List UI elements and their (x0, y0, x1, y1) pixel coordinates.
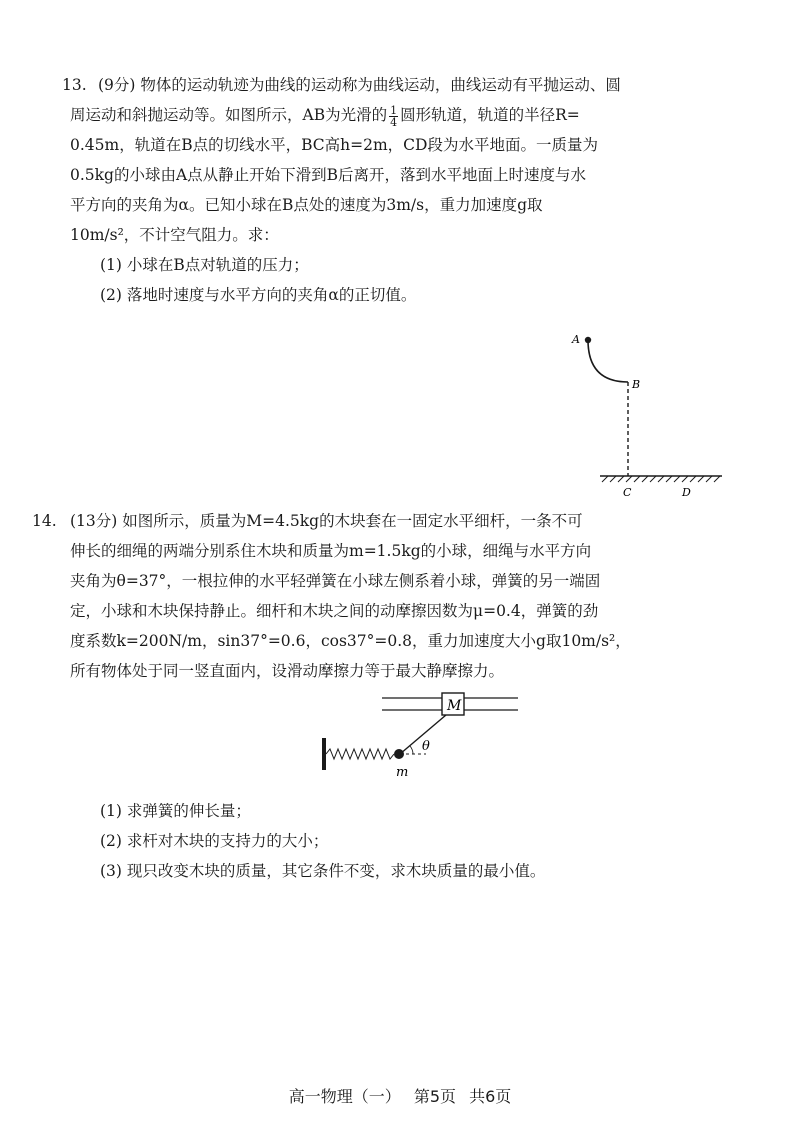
question-14 (32, 506, 730, 686)
q14-line-6: 所有物体处于同一竖直面内，设滑动摩擦力等于最大静摩擦力。 (70, 662, 505, 680)
quarter-circle-track (588, 340, 628, 382)
footer-total: 共6页 (469, 1087, 512, 1106)
q14-line-1: 14. (13分) 如图所示，质量为M=4.5kg的木块套在一固定水平细杆，一条不可 (70, 506, 730, 536)
spring-block-diagram (318, 686, 528, 782)
ground-hatch (602, 476, 720, 482)
q13-line-5: 平方向的夹角为α。已知小球在B点处的速度为3m/s，重力加速度g取 (70, 196, 543, 214)
q13-line-1: 13. (9分) 物体的运动轨迹为曲线的运动称为曲线运动，曲线运动有平抛运动、圆 (70, 70, 730, 100)
q14-sub-2: (2) 求杆对木块的支持力的大小； (100, 832, 329, 850)
question-number: 13. (62, 76, 87, 94)
question-14-parts (70, 796, 730, 886)
q13-sub-1: (1) 小球在B点对轨道的压力； (100, 256, 309, 274)
q13-line-6: 10m/s²，不计空气阻力。求： (70, 226, 279, 244)
q14-line-3: 夹角为θ=37°，一根拉伸的水平轻弹簧在小球左侧系着小球，弹簧的另一端固 (70, 572, 601, 590)
label-a: A (572, 333, 580, 346)
q13-line-2: 周运动和斜抛运动等。如图所示，AB为光滑的 $\frac{1}{4}$ 圆形轨道，轨道的半径R= (70, 103, 580, 129)
question-13 (62, 70, 730, 310)
fraction-one-quarter: $\frac{1}{4}$ (390, 103, 398, 129)
ball-m-small (394, 749, 404, 759)
q14-sub-3: (3) 现只改变木块的质量，其它条件不变，求木块质量的最小值。 (100, 862, 546, 880)
q13-sub-2: (2) 落地时速度与水平方向的夹角α的正切值。 (100, 286, 417, 304)
block-label: M (447, 698, 462, 714)
q13-line-4: 0.5kg的小球由A点从静止开始下滑到B后离开，落到水平地面上时速度与水 (70, 166, 587, 184)
question-number: 14. (32, 512, 57, 530)
q14-line-2: 伸长的细绳的两端分别系住木块和质量为m=1.5kg的小球，细绳与水平方向 (70, 542, 592, 560)
footer-subject: 高一物理（一） (288, 1087, 401, 1106)
q13-line-3: 0.45m，轨道在B点的切线水平，BC高h=2m，CD段为水平地面。一质量为 (70, 136, 598, 154)
angle-label: θ (422, 739, 430, 754)
track-diagram (570, 330, 730, 500)
spring-wall (322, 738, 326, 770)
spring-coil (326, 749, 394, 759)
q14-line-4: 定，小球和木块保持静止。细杆和木块之间的动摩擦因数为μ=0.4，弹簧的劲 (70, 602, 599, 620)
label-d: D (682, 486, 691, 499)
angle-arc (410, 746, 413, 754)
footer-page: 第5页 (413, 1087, 456, 1106)
label-b: B (632, 378, 641, 391)
ball-at-a (585, 337, 591, 343)
q14-sub-1: (1) 求弹簧的伸长量； (100, 802, 251, 820)
page-footer (0, 1084, 800, 1107)
q14-line-5: 度系数k=200N/m，sin37°=0.6，cos37°=0.8，重力加速度大小g取10m/s²， (70, 632, 631, 650)
ball-label: m (396, 765, 409, 780)
label-c: C (623, 486, 632, 499)
